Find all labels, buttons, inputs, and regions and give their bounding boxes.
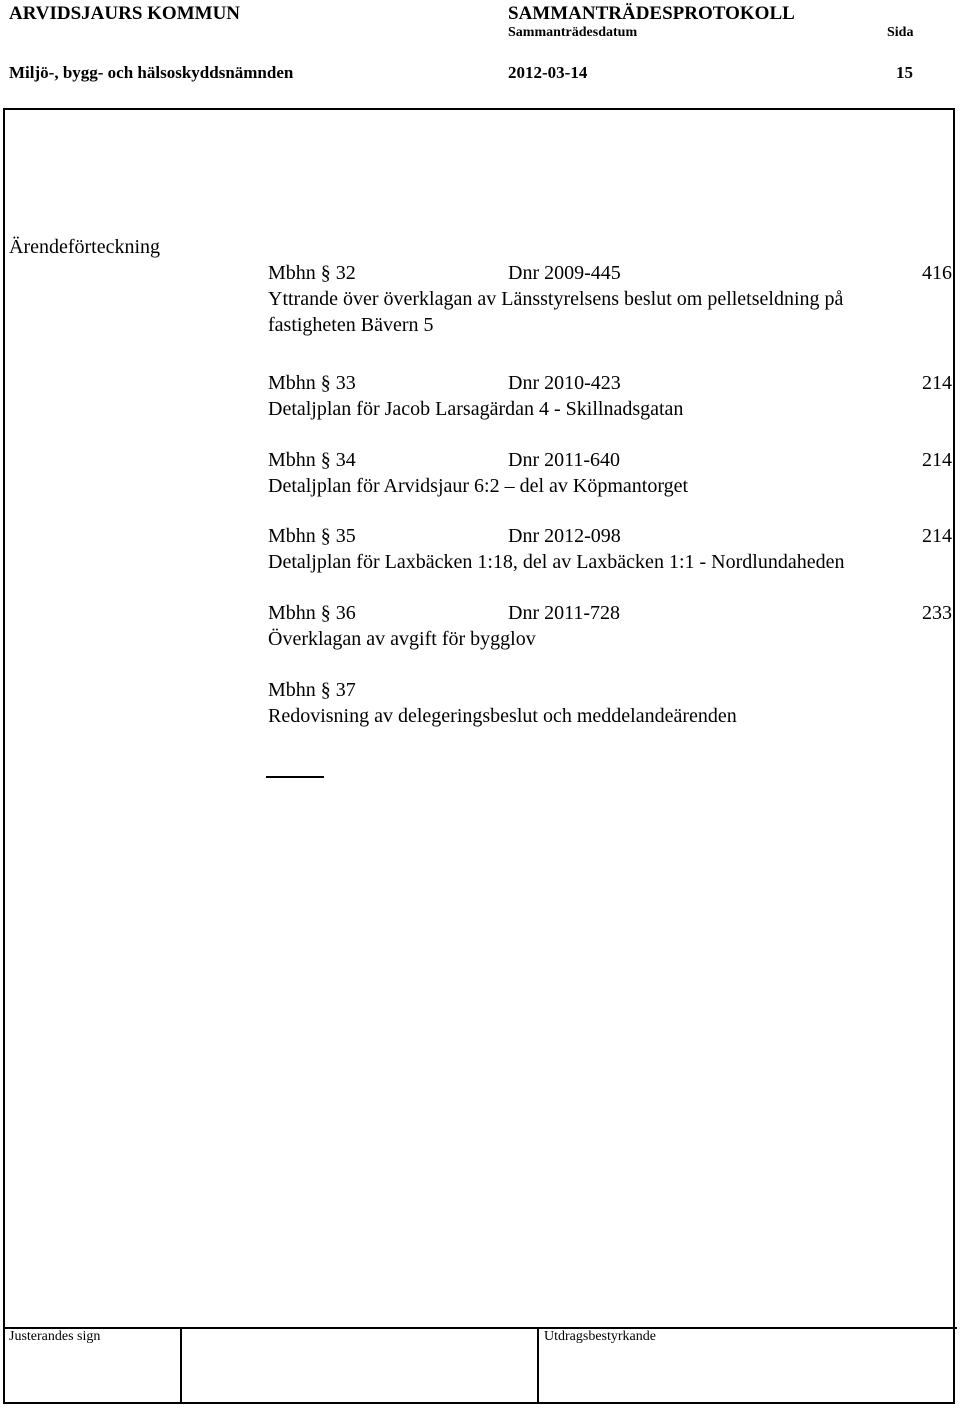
item-section-number: Mbhn § 35 (268, 525, 356, 547)
item-section-number: Mbhn § 36 (268, 602, 356, 624)
meeting-date-label: Sammanträdesdatum (508, 25, 638, 40)
list-item (268, 523, 952, 575)
item-page-ref: 233 (922, 602, 952, 624)
list-item (268, 370, 952, 422)
item-header-row (268, 447, 952, 473)
meeting-date: 2012-03-14 (508, 63, 588, 82)
item-page-ref: 214 (922, 372, 952, 394)
list-item (268, 677, 952, 729)
footer-column-divider (180, 1327, 182, 1404)
end-of-list-divider (266, 776, 324, 778)
list-item (268, 447, 952, 499)
item-diary-number: Dnr 2009-445 (508, 262, 621, 284)
section-title: Ärendeförteckning (9, 236, 161, 258)
extract-certification-label: Utdragsbestyrkande (544, 1329, 656, 1344)
item-description: Yttrande över överklagan av Länsstyrelsens beslut om pelletseldning på fastigheten Bävern 5 (268, 288, 844, 336)
item-header-row (268, 370, 952, 396)
item-page-ref: 214 (922, 525, 952, 547)
protocol-title: SAMMANTRÄDESPROTOKOLL (508, 3, 795, 24)
footer-column-divider (537, 1327, 539, 1404)
list-item (268, 260, 952, 338)
item-diary-number: Dnr 2011-728 (508, 602, 621, 624)
item-section-number: Mbhn § 34 (268, 449, 356, 471)
item-section-number: Mbhn § 37 (268, 679, 356, 701)
footer-divider (3, 1327, 957, 1329)
item-page-ref: 416 (922, 262, 952, 284)
item-section-number: Mbhn § 33 (268, 372, 356, 394)
item-description: Detaljplan för Jacob Larsagärdan 4 - Skillnadsgatan (268, 398, 684, 420)
municipality-name: ARVIDSJAURS KOMMUN (9, 3, 241, 24)
list-item (268, 600, 952, 652)
item-diary-number: Dnr 2011-640 (508, 449, 621, 471)
item-header-row (268, 523, 952, 549)
item-description: Detaljplan för Arvidsjaur 6:2 – del av Köpmantorget (268, 475, 689, 497)
item-diary-number: Dnr 2012-098 (508, 525, 621, 547)
item-page-ref: 214 (922, 449, 952, 471)
item-header-row (268, 600, 952, 626)
item-description: Detaljplan för Laxbäcken 1:18, del av Laxbäcken 1:1 - Nordlundaheden (268, 551, 845, 573)
committee-name: Miljö-, bygg- och hälsoskyddsnämnden (9, 63, 294, 82)
item-section-number: Mbhn § 32 (268, 262, 356, 284)
item-header-row (268, 677, 952, 703)
item-description: Redovisning av delegeringsbeslut och meddelandeärenden (268, 705, 737, 727)
item-diary-number: Dnr 2010-423 (508, 372, 621, 394)
adjuster-signature-label: Justerandes sign (9, 1329, 101, 1344)
page-number: 15 (896, 63, 913, 82)
item-header-row (268, 260, 952, 286)
item-description: Överklagan av avgift för bygglov (268, 628, 536, 650)
page-label: Sida (887, 25, 914, 40)
